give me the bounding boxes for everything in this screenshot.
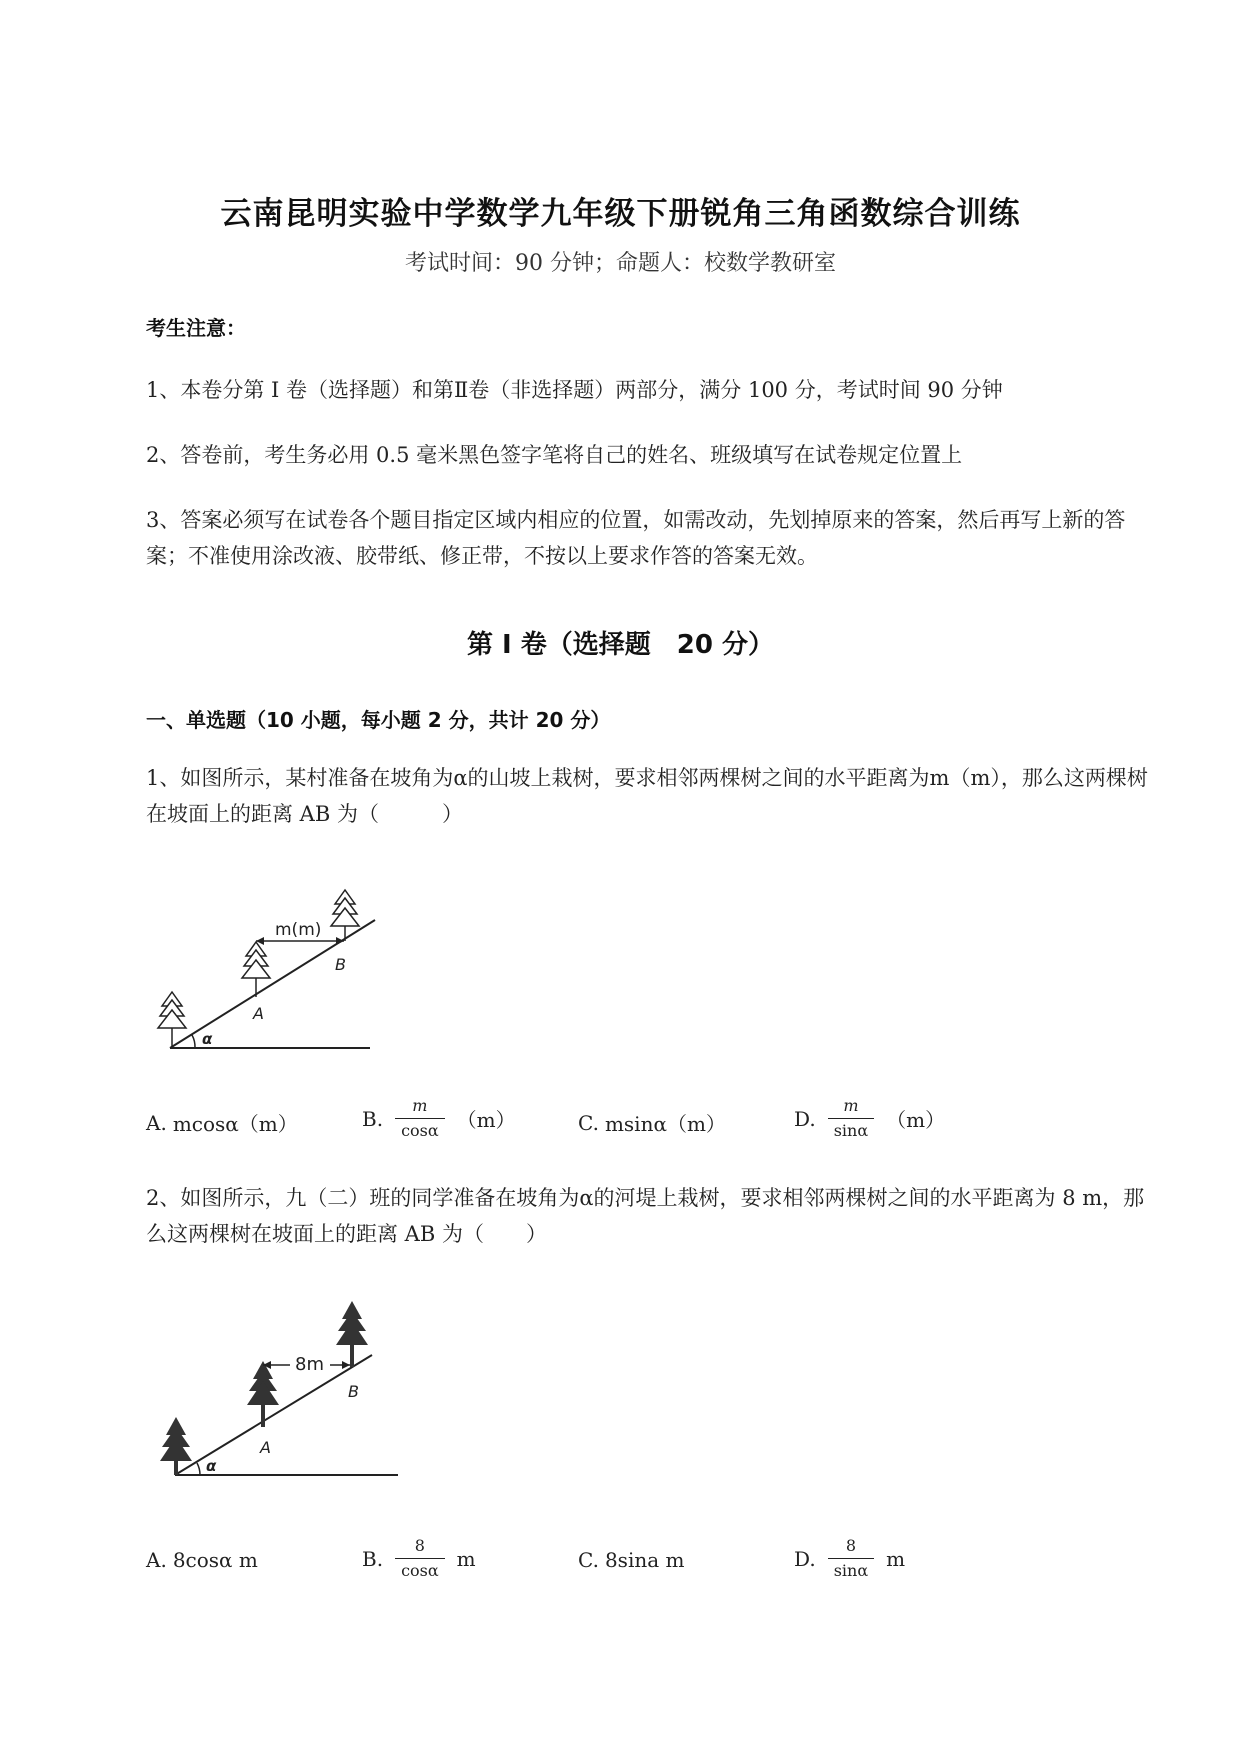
option-text: msinα（m） — [604, 1112, 726, 1136]
notice-item-3: 3、答案必须写在试卷各个题目指定区域内相应的位置，如需改动，先划掉原来的答案，然后再写上新的答案；不准使用涂改液、胶带纸、修正带，不按以上要求作答的答案无效。 — [146, 508, 1126, 568]
option-text: 8sina m — [604, 1548, 685, 1572]
q2-option-b[interactable] — [362, 1536, 476, 1581]
option-letter: A. — [146, 1110, 167, 1135]
q1-option-a[interactable] — [146, 1108, 298, 1137]
page-title: 云南昆明实验中学数学九年级下册锐角三角函数综合训练 — [220, 196, 1021, 232]
question-1-text: 1、如图所示，某村准备在坡角为α的山坡上栽树，要求相邻两棵树之间的水平距离为m（m），那么这两棵树在坡面上的距离 AB 为（ ） — [146, 766, 1148, 826]
question-2-figure — [150, 1295, 410, 1485]
section-title: 第 I 卷（选择题 20 分） — [466, 630, 774, 660]
slope-line — [175, 1355, 372, 1475]
question-1-figure — [150, 880, 390, 1060]
tree-icon — [336, 1301, 368, 1367]
point-b-label: B — [348, 1382, 359, 1401]
option-fraction: $\frac{8}{\sin\alpha}$ — [828, 1536, 874, 1581]
point-b-label: B — [335, 955, 346, 974]
option-unit: m — [886, 1546, 906, 1571]
point-a-label: A — [260, 1438, 271, 1457]
option-unit: （m） — [456, 1108, 516, 1132]
distance-label: 8m — [295, 1354, 324, 1375]
point-a-label: A — [253, 1004, 264, 1023]
notice-item-1: 1、本卷分第 I 卷（选择题）和第Ⅱ卷（非选择题）两部分，满分 100 分，考试时间 90 分钟 — [146, 378, 1003, 402]
distance-label: m(m) — [275, 920, 322, 940]
option-letter: D. — [794, 1546, 816, 1571]
option-letter: C. — [578, 1548, 599, 1572]
notice-heading: 考生注意： — [146, 316, 246, 340]
option-letter: B. — [362, 1106, 384, 1131]
q2-option-a[interactable] — [146, 1548, 258, 1572]
option-letter: A. — [146, 1548, 167, 1572]
tree-icon — [160, 1417, 192, 1475]
option-letter: B. — [362, 1546, 384, 1571]
option-letter: D. — [794, 1106, 816, 1131]
exam-info: 考试时间：90 分钟；命题人：校数学教研室 — [405, 251, 836, 276]
part-title: 一、单选题（10 小题，每小题 2 分，共计 20 分） — [146, 708, 611, 732]
option-unit: （m） — [886, 1108, 946, 1132]
option-unit: m — [456, 1546, 476, 1571]
option-fraction: $\frac{m}{\cos\alpha}$ — [395, 1096, 445, 1141]
angle-arc — [192, 1035, 195, 1048]
q2-option-c[interactable] — [578, 1548, 684, 1572]
q1-option-b[interactable] — [362, 1096, 516, 1141]
option-fraction: $\frac{8}{\cos\alpha}$ — [395, 1536, 445, 1581]
option-text: 8cosα m — [172, 1548, 258, 1572]
q1-option-c[interactable] — [578, 1108, 726, 1137]
option-text: mcosα（m） — [172, 1112, 298, 1136]
angle-arc — [197, 1463, 200, 1475]
question-2-text: 2、如图所示，九（二）班的同学准备在坡角为α的河堤上栽树，要求相邻两棵树之间的水平距离为 8 m，那么这两棵树在坡面上的距离 AB 为（ ） — [146, 1186, 1145, 1246]
tree-icon — [247, 1361, 279, 1427]
option-fraction: $\frac{m}{\sin\alpha}$ — [828, 1096, 874, 1141]
q1-option-d[interactable] — [794, 1096, 945, 1141]
q2-option-d[interactable] — [794, 1536, 905, 1581]
option-letter: C. — [578, 1110, 599, 1135]
notice-item-2: 2、答卷前，考生务必用 0.5 毫米黑色签字笔将自己的姓名、班级填写在试卷规定位置上 — [146, 443, 963, 467]
angle-label: α — [206, 1457, 217, 1475]
angle-label: α — [202, 1030, 213, 1048]
